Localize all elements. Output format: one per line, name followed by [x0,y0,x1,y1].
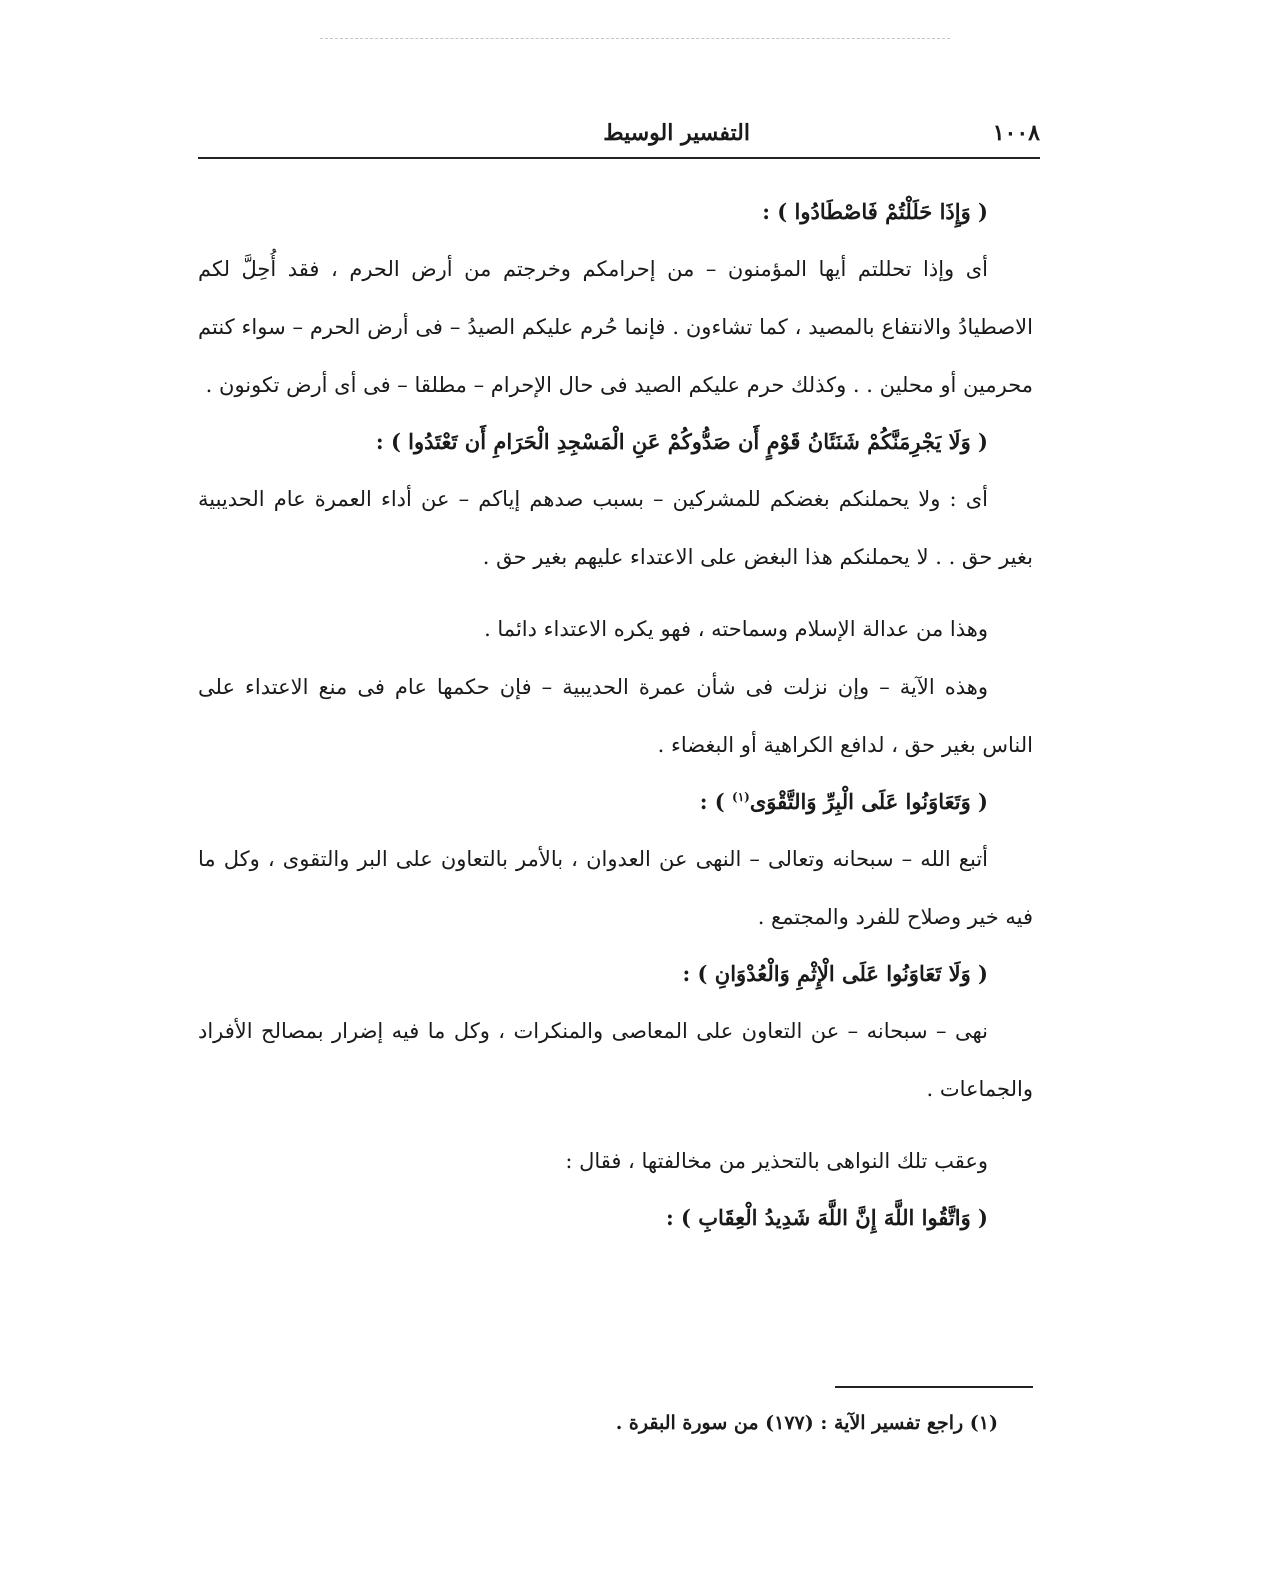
header-rule [198,157,1040,159]
commentary-paragraph-1: أى وإذا تحللتم أيها المؤمنون – من إحرامكم وخرجتم من أرض الحرم ، فقد أُحِلَّ لكم الاصطيادُ والانتفاع بالمصيد ، كما تشاءون . فإنما حُرم عليكم الصيدُ – فى أرض الحرم – سواء كنتم محرمين أو محلين . . وكذلك حرم عليكم الصيد فى حال الإحرام – مطلقا – فى أى أرض تكونون . [198,257,1033,397]
page-header [198,120,1040,160]
quran-verse-4: ( وَلَا تَعَاوَنُوا عَلَى الْإِثْمِ وَالْعُدْوَانِ ) : [682,961,988,986]
quran-verse-3-text: ( وَتَعَاوَنُوا عَلَى الْبِرِّ وَالتَّقْوَى [749,789,988,814]
quran-verse-2: ( وَلَا يَجْرِمَنَّكُمْ شَنَئَانُ قَوْمٍ أَن صَدُّوكُمْ عَنِ الْمَسْجِدِ الْحَرَامِ أَن تَعْتَدُوا ) : [375,429,988,454]
commentary-paragraph-4: وهذه الآية – وإن نزلت فى شأن عمرة الحديبية – فإن حكمها عام فى منع الاعتداء على الناس بغير حق ، لدافع الكراهية أو البغضاء . [198,675,1033,757]
book-title: التفسير الوسيط [603,120,750,146]
quran-verse-3 [198,774,1033,830]
quran-verse-1: ( وَإِذَا حَلَلْتُمْ فَاصْطَادُوا ) : [762,199,988,224]
quran-verse-5: ( وَاتَّقُوا اللَّهَ إِنَّ اللَّهَ شَدِيدُ الْعِقَابِ ) : [665,1205,988,1230]
footnote-marker: (١) [732,790,750,804]
commentary-paragraph-6: نهى – سبحانه – عن التعاون على المعاصى والمنكرات ، وكل ما فيه إضرار بمصالح الأفراد والجماعات . [198,1019,1033,1101]
footnote: (١) راجع تفسير الآية : (١٧٧) من سورة البقرة . [615,1412,998,1434]
commentary-paragraph-3: وهذا من عدالة الإسلام وسماحته ، فهو يكره الاعتداء دائما . [484,617,988,641]
quran-verse-3-end: ) : [699,789,725,814]
commentary-paragraph-5: أتبع الله – سبحانه وتعالى – النهى عن العدوان ، بالأمر بالتعاون على البر والتقوى ، وكل ما فيه خير وصلاح للفرد والمجتمع . [198,847,1033,929]
commentary-paragraph-2: أى : ولا يحملنكم بغضكم للمشركين – بسبب صدهم إياكم – عن أداء العمرة عام الحديبية بغير حق . . لا يحملنكم هذا البغض على الاعتداء عليهم بغير حق . [198,487,1033,569]
scan-artifact-line [320,38,950,39]
page-number: ١٠٠٨ [992,120,1040,146]
page-body [198,184,1033,1246]
commentary-paragraph-7: وعقب تلك النواهى بالتحذير من مخالفتها ، فقال : [565,1149,988,1173]
footnote-rule [835,1386,1033,1388]
